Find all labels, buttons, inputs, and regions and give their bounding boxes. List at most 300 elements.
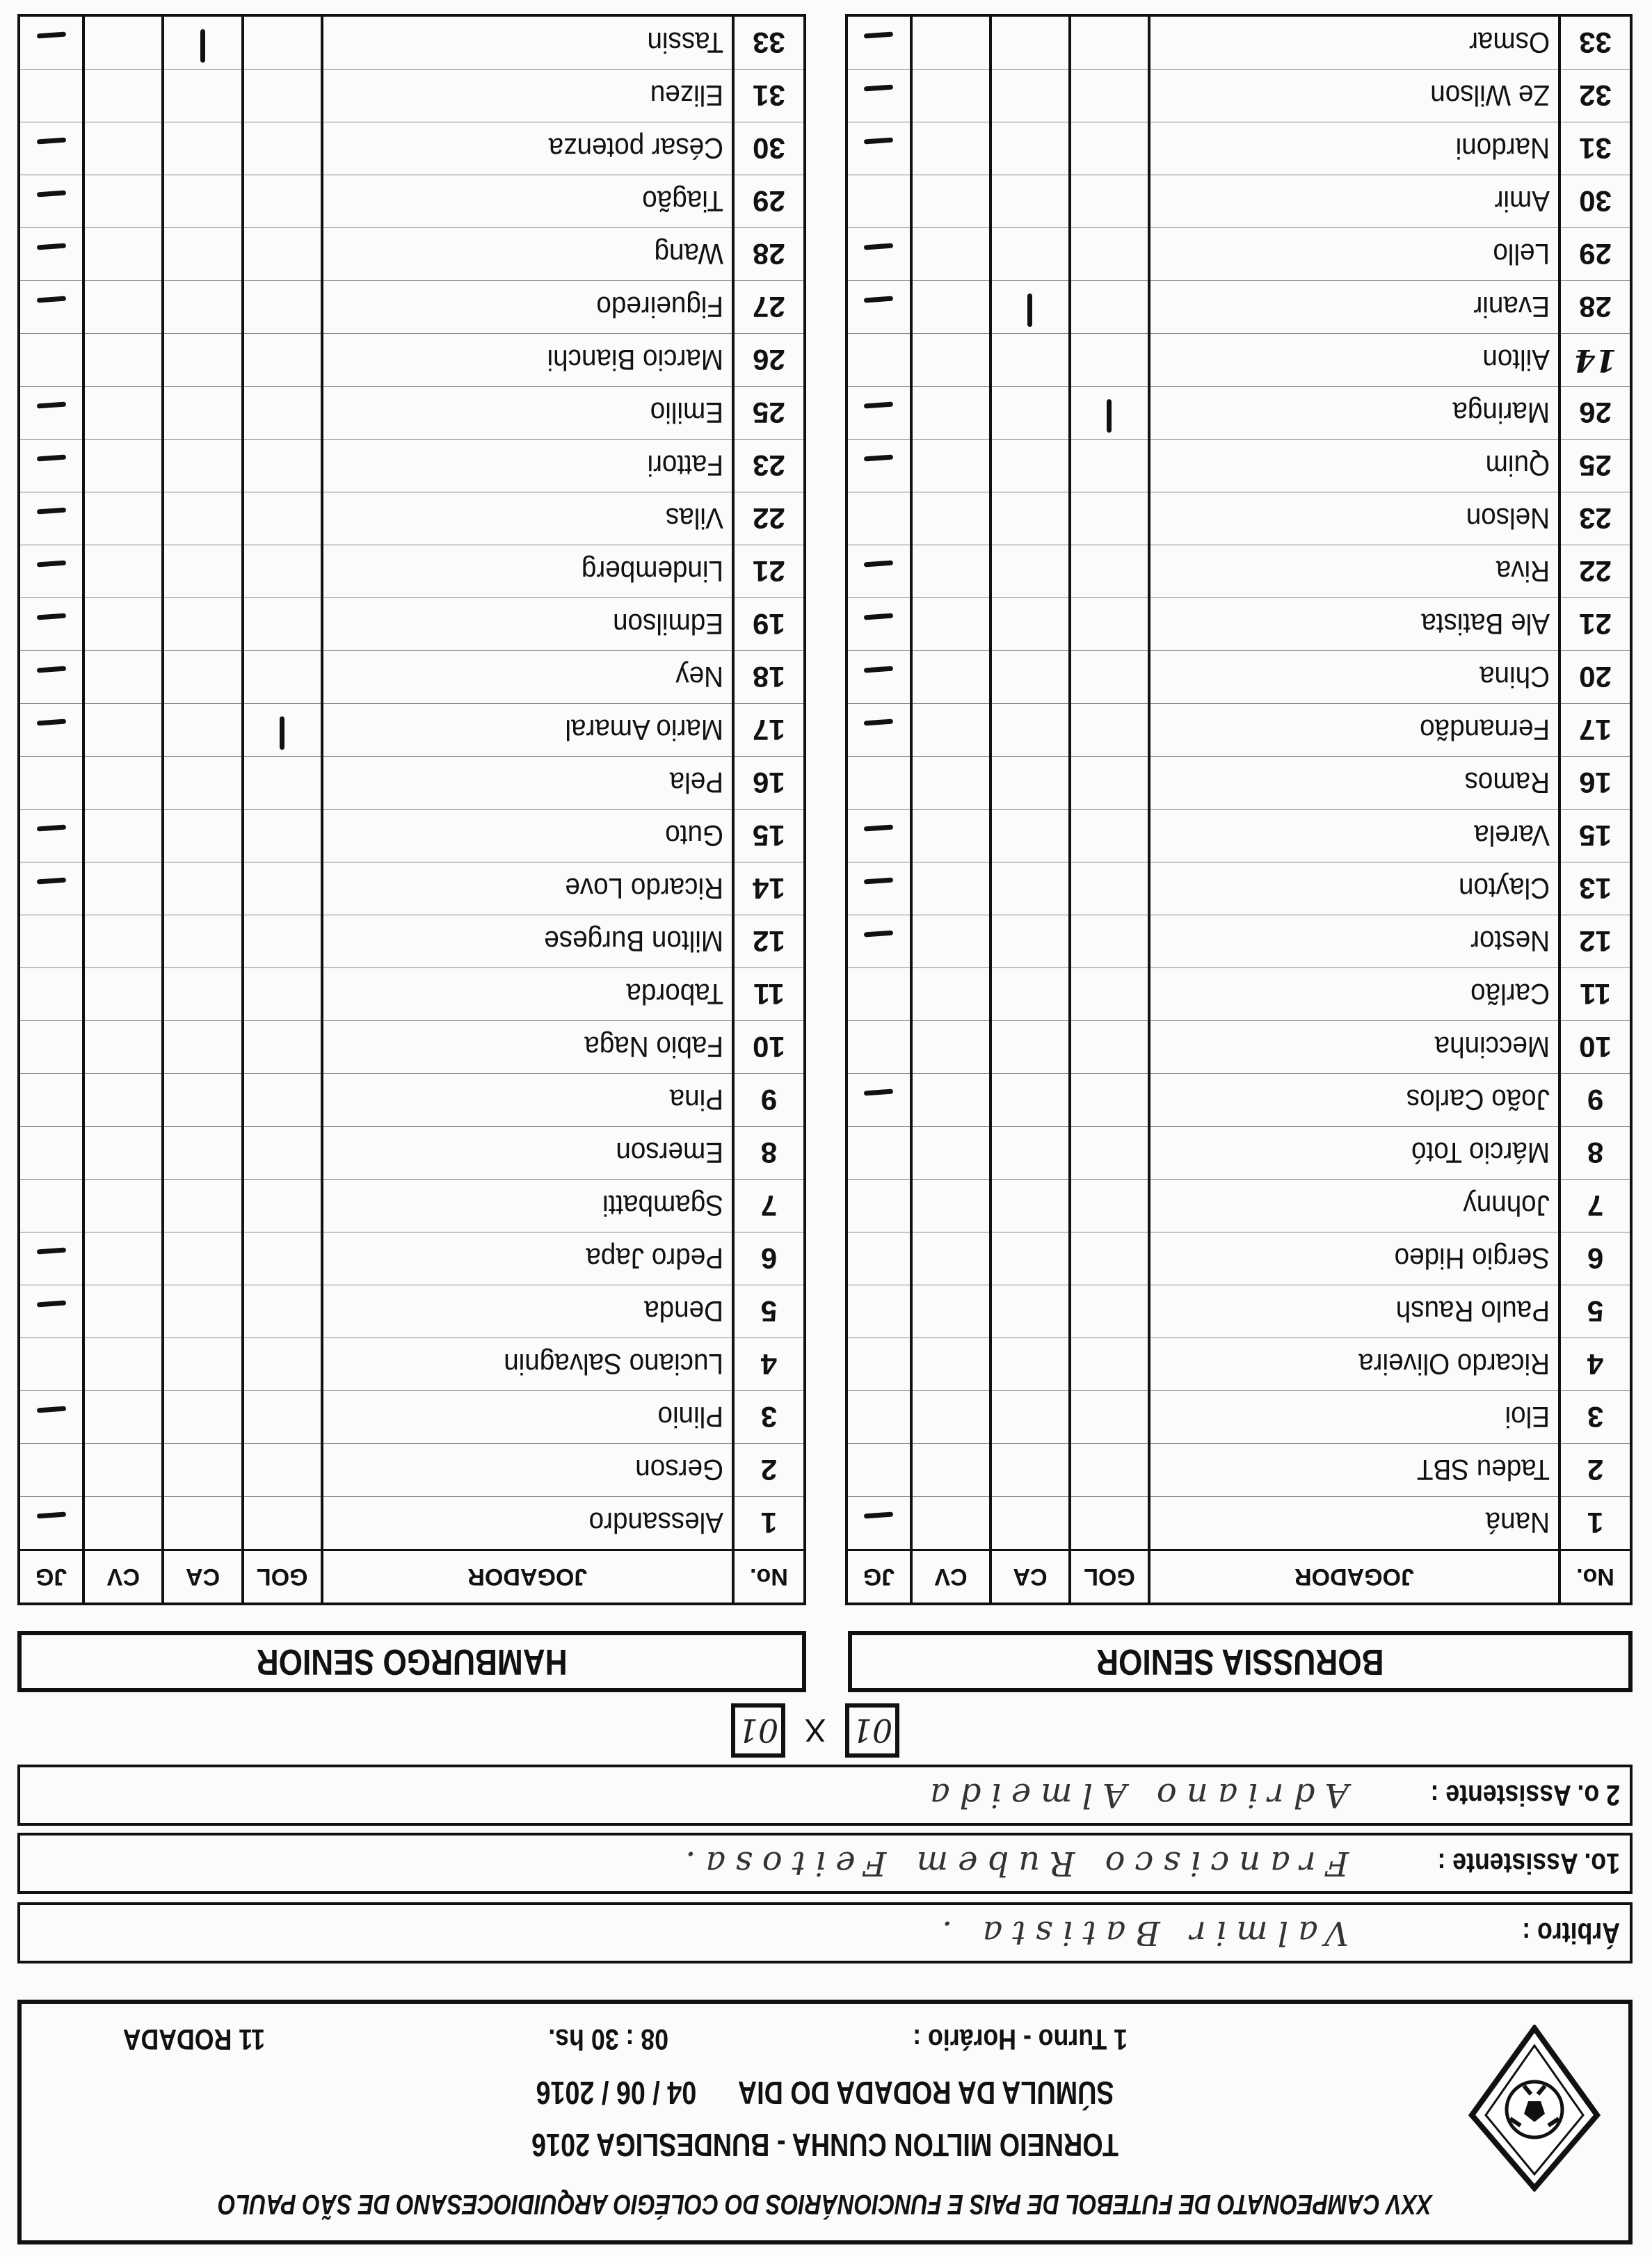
away-score: 01 [731, 1703, 785, 1758]
jg-cell [847, 175, 911, 228]
cv-cell [911, 1074, 991, 1127]
player-name-cell [1149, 810, 1559, 862]
gol-cell [243, 70, 322, 122]
cv-cell [911, 281, 991, 334]
jg-tally-mark [864, 878, 893, 885]
player-name: Maringa [1452, 396, 1550, 430]
player-number: 13 [1559, 862, 1631, 915]
gol-cell [243, 968, 322, 1021]
championship-logo [1468, 2025, 1601, 2192]
player-row [847, 1232, 1631, 1285]
player-name-cell [1149, 281, 1559, 334]
jg-cell [847, 1021, 911, 1074]
cv-cell [911, 1497, 991, 1550]
ca-cell [163, 15, 242, 70]
jg-cell [847, 1391, 911, 1444]
ca-cell [991, 122, 1070, 175]
player-row [847, 175, 1631, 228]
gol-cell [1070, 1285, 1149, 1338]
player-name: Pina [669, 1084, 723, 1117]
player-number: 6 [733, 1232, 805, 1285]
cv-cell [911, 915, 991, 968]
player-name-cell [322, 175, 733, 228]
column-header-player: JOGADOR [322, 1550, 733, 1605]
jg-cell [19, 810, 83, 862]
player-number: 28 [1559, 281, 1631, 334]
player-name: Sergio Hideo [1394, 1242, 1550, 1276]
player-name: Fernandão [1420, 714, 1550, 747]
player-row [847, 1444, 1631, 1497]
player-name-cell [322, 70, 733, 122]
player-name-cell [322, 1285, 733, 1338]
match-date: 04 / 06 / 2016 [536, 2075, 697, 2111]
player-name-cell [322, 122, 733, 175]
cv-cell [83, 862, 163, 915]
player-row [19, 862, 805, 915]
ca-cell [991, 545, 1070, 598]
player-name: Nelson [1466, 502, 1550, 536]
cv-cell [83, 1444, 163, 1497]
player-name-cell [1149, 704, 1559, 757]
ca-cell [163, 704, 242, 757]
player-number: 7 [733, 1180, 805, 1232]
home-team-header [848, 1631, 1633, 1692]
jg-cell [19, 70, 83, 122]
player-name: Carlão [1470, 978, 1550, 1011]
gol-cell [243, 1391, 322, 1444]
gol-cell [243, 440, 322, 492]
column-header-jg: JG [847, 1550, 911, 1605]
jg-cell [19, 440, 83, 492]
jg-tally-mark [864, 402, 893, 409]
gol-cell [243, 810, 322, 862]
jg-cell [19, 545, 83, 598]
cv-cell [911, 15, 991, 70]
player-name: Ze Wilson [1430, 79, 1550, 113]
player-row [847, 1074, 1631, 1127]
ca-cell [991, 334, 1070, 387]
ca-cell [991, 15, 1070, 70]
player-name-cell [1149, 1497, 1559, 1550]
jg-cell [847, 704, 911, 757]
jg-tally-mark [36, 1301, 65, 1308]
jg-tally-mark [864, 32, 893, 39]
player-row [847, 598, 1631, 651]
cv-cell [911, 651, 991, 704]
gol-cell [1070, 1232, 1149, 1285]
ca-cell [991, 1285, 1070, 1338]
gol-cell [243, 1338, 322, 1391]
player-name-cell [1149, 228, 1559, 281]
jg-tally-mark [36, 402, 65, 409]
ca-cell [163, 70, 242, 122]
ca-cell [991, 70, 1070, 122]
jg-tally-mark [864, 561, 893, 568]
cv-cell [911, 1021, 991, 1074]
cv-cell [911, 1444, 991, 1497]
ca-cell [163, 598, 242, 651]
player-name: Pedro Japa [586, 1242, 723, 1276]
player-number: 18 [733, 651, 805, 704]
gol-cell [1070, 387, 1149, 440]
cv-cell [911, 1285, 991, 1338]
player-name: Lindemberg [581, 555, 723, 588]
player-row [847, 1338, 1631, 1391]
gol-cell [1070, 334, 1149, 387]
gol-cell [1070, 70, 1149, 122]
jg-cell [847, 968, 911, 1021]
player-number: 23 [1559, 492, 1631, 545]
column-header-ca: CA [991, 1550, 1070, 1605]
player-name: Luciano Salvagnin [504, 1348, 723, 1381]
jg-tally-mark [36, 243, 65, 250]
jg-tally-mark [864, 296, 893, 303]
cv-cell [83, 1497, 163, 1550]
ca-cell [163, 915, 242, 968]
player-row [19, 1180, 805, 1232]
player-name: Ramos [1464, 766, 1550, 800]
away-team-name: HAMBURGO SENIOR [256, 1641, 568, 1682]
cv-cell [911, 1232, 991, 1285]
player-name: Meccinha [1434, 1031, 1550, 1064]
player-name-cell [1149, 757, 1559, 810]
cv-cell [911, 598, 991, 651]
column-header-cv: CV [83, 1550, 163, 1605]
player-name: Ricardo Love [565, 872, 723, 906]
player-number: 33 [733, 15, 805, 70]
player-number: 8 [1559, 1127, 1631, 1180]
cv-cell [83, 175, 163, 228]
player-name: Amir [1494, 185, 1550, 218]
player-name-cell [322, 1444, 733, 1497]
player-name: Pela [669, 766, 723, 800]
player-row [847, 440, 1631, 492]
gol-cell [243, 1127, 322, 1180]
player-row [847, 1285, 1631, 1338]
player-name: Fattori [647, 449, 723, 483]
gol-cell [243, 651, 322, 704]
gol-cell [1070, 440, 1149, 492]
jg-tally-mark [36, 296, 65, 303]
jg-cell [847, 334, 911, 387]
gol-cell [243, 704, 322, 757]
jg-cell [19, 862, 83, 915]
player-name-cell [1149, 1338, 1559, 1391]
jg-cell [847, 915, 911, 968]
player-number: 8 [733, 1127, 805, 1180]
player-name-cell [322, 15, 733, 70]
player-name: Marcio Bianchi [547, 344, 723, 377]
gol-cell [243, 1497, 322, 1550]
column-header-gol: GOL [243, 1550, 322, 1605]
jg-cell [19, 1391, 83, 1444]
ca-cell [991, 810, 1070, 862]
player-row [847, 1127, 1631, 1180]
cv-cell [83, 1391, 163, 1444]
player-number: 28 [733, 228, 805, 281]
jg-cell [847, 1497, 911, 1550]
jg-cell [847, 1180, 911, 1232]
jg-cell [847, 15, 911, 70]
player-number: 5 [733, 1285, 805, 1338]
assistant2-label: 2 o. Assistente : [1430, 1779, 1620, 1812]
player-name: Johnny [1463, 1189, 1550, 1223]
player-number: 21 [733, 545, 805, 598]
ca-tally-mark [200, 30, 205, 63]
player-number: 23 [733, 440, 805, 492]
ca-cell [163, 1285, 242, 1338]
gol-cell [1070, 1021, 1149, 1074]
ca-cell [163, 334, 242, 387]
jg-tally-mark [36, 455, 65, 462]
player-row [847, 1497, 1631, 1550]
gol-cell [243, 1180, 322, 1232]
column-header-no: No. [733, 1550, 805, 1605]
player-number: 16 [733, 757, 805, 810]
cv-cell [911, 334, 991, 387]
player-number: 12 [1559, 915, 1631, 968]
player-name: Nestor [1470, 925, 1550, 958]
jg-cell [847, 70, 911, 122]
jg-tally-mark [36, 191, 65, 198]
jg-tally-mark [36, 825, 65, 832]
cv-cell [911, 810, 991, 862]
gol-cell [1070, 1444, 1149, 1497]
jg-tally-mark [864, 85, 893, 92]
player-number: 14 [733, 862, 805, 915]
ca-cell [991, 651, 1070, 704]
player-number: 21 [1559, 598, 1631, 651]
player-row [19, 810, 805, 862]
ca-cell [163, 228, 242, 281]
cv-cell [911, 1127, 991, 1180]
cv-cell [911, 70, 991, 122]
jg-cell [19, 1338, 83, 1391]
cv-cell [911, 1338, 991, 1391]
player-name-cell [322, 968, 733, 1021]
player-name-cell [1149, 915, 1559, 968]
player-row [19, 1444, 805, 1497]
referee-name: Valmir Batista . [932, 1913, 1349, 1952]
jg-cell [19, 122, 83, 175]
gol-cell [243, 1285, 322, 1338]
player-row [19, 15, 805, 70]
cv-cell [83, 704, 163, 757]
cv-cell [911, 175, 991, 228]
away-team-header [17, 1631, 806, 1692]
ca-cell [991, 1391, 1070, 1444]
gol-cell [1070, 598, 1149, 651]
cv-cell [911, 968, 991, 1021]
ca-cell [991, 968, 1070, 1021]
ca-cell [163, 862, 242, 915]
cv-cell [83, 968, 163, 1021]
jg-cell [847, 757, 911, 810]
cv-cell [83, 281, 163, 334]
player-name-cell [1149, 334, 1559, 387]
column-header-no: No. [1559, 1550, 1631, 1605]
player-name: Elizeu [650, 79, 723, 113]
round-number: 11 RODADA [122, 2023, 265, 2056]
gol-cell [243, 862, 322, 915]
assistant1-label: 1o. Assistente : [1437, 1847, 1620, 1880]
jg-tally-mark [36, 878, 65, 885]
player-number: 22 [1559, 545, 1631, 598]
ca-cell [163, 440, 242, 492]
jg-cell [19, 757, 83, 810]
player-name: Fabio Naga [584, 1031, 723, 1064]
jg-cell [19, 915, 83, 968]
cv-cell [83, 915, 163, 968]
gol-cell [243, 334, 322, 387]
player-row [19, 492, 805, 545]
player-name-cell [1149, 1285, 1559, 1338]
cv-cell [83, 757, 163, 810]
ca-cell [991, 492, 1070, 545]
player-row [847, 968, 1631, 1021]
player-number: 31 [1559, 122, 1631, 175]
gol-cell [1070, 1127, 1149, 1180]
player-row [847, 334, 1631, 387]
championship-title: XXV CAMPEONATO DE FUTEBOL DE PAIS E FUNCIONÁRIOS DO COLÉGIO ARQUIDIOCESANO DE SÃO PAULO [218, 2189, 1432, 2219]
ca-cell [163, 1391, 242, 1444]
player-name: Ailton [1482, 344, 1550, 377]
ca-cell [991, 598, 1070, 651]
player-name-cell [322, 1180, 733, 1232]
player-name-cell [1149, 598, 1559, 651]
gol-cell [243, 1444, 322, 1497]
jg-cell [847, 598, 911, 651]
player-name: Taborda [626, 978, 723, 1011]
player-name-cell [1149, 1180, 1559, 1232]
cv-cell [83, 1074, 163, 1127]
jg-cell [19, 1180, 83, 1232]
cv-cell [83, 651, 163, 704]
jg-tally-mark [36, 138, 65, 145]
player-name-cell [322, 1074, 733, 1127]
player-row [847, 70, 1631, 122]
player-number: 33 [1559, 15, 1631, 70]
ca-cell [163, 968, 242, 1021]
cv-cell [83, 1180, 163, 1232]
player-row [847, 915, 1631, 968]
gol-cell [1070, 492, 1149, 545]
jg-tally-mark [36, 1406, 65, 1413]
gol-cell [243, 545, 322, 598]
ca-cell [991, 1444, 1070, 1497]
home-players-table [845, 14, 1633, 1605]
home-score: 01 [845, 1703, 899, 1758]
jg-tally-mark [36, 666, 65, 673]
gol-cell [1070, 651, 1149, 704]
player-row [847, 545, 1631, 598]
player-row [19, 1391, 805, 1444]
table-header-row [19, 1550, 805, 1605]
report-title: SÚMULA DA RODADA DO DIA [737, 2075, 1114, 2111]
column-header-cv: CV [911, 1550, 991, 1605]
player-name-cell [1149, 862, 1559, 915]
gol-cell [1070, 281, 1149, 334]
player-number: 2 [733, 1444, 805, 1497]
gol-cell [1070, 1391, 1149, 1444]
ca-cell [163, 387, 242, 440]
gol-cell [1070, 810, 1149, 862]
ca-cell [163, 492, 242, 545]
player-name-cell [1149, 492, 1559, 545]
player-name-cell [322, 915, 733, 968]
cv-cell [83, 1127, 163, 1180]
player-name-cell [1149, 545, 1559, 598]
ca-cell [163, 1444, 242, 1497]
player-row [19, 598, 805, 651]
gol-cell [243, 492, 322, 545]
gol-cell [243, 915, 322, 968]
player-name: Clayton [1458, 872, 1550, 906]
player-name-cell [322, 704, 733, 757]
ca-cell [163, 281, 242, 334]
player-name-cell [1149, 1021, 1559, 1074]
cv-cell [911, 1180, 991, 1232]
player-name: Denda [643, 1295, 723, 1328]
jg-tally-mark [36, 508, 65, 515]
player-row [19, 228, 805, 281]
gol-cell [1070, 175, 1149, 228]
ca-cell [163, 651, 242, 704]
player-name-cell [1149, 175, 1559, 228]
player-name-cell [1149, 122, 1559, 175]
jg-cell [847, 810, 911, 862]
player-number: 32 [1559, 70, 1631, 122]
gol-cell [1070, 15, 1149, 70]
referee-label: Árbitro : [1522, 1917, 1620, 1950]
jg-cell [847, 1127, 911, 1180]
gol-cell [1070, 915, 1149, 968]
player-row [19, 1021, 805, 1074]
player-number: 16 [1559, 757, 1631, 810]
player-name: Nardoni [1455, 132, 1550, 166]
cv-cell [83, 810, 163, 862]
gol-cell [1070, 1338, 1149, 1391]
player-row [19, 175, 805, 228]
cv-cell [911, 545, 991, 598]
player-row [847, 387, 1631, 440]
player-name-cell [322, 862, 733, 915]
player-name-cell [1149, 70, 1559, 122]
ca-cell [991, 1232, 1070, 1285]
gol-tally-mark [1107, 400, 1112, 433]
jg-tally-mark [36, 719, 65, 726]
jg-cell [19, 1285, 83, 1338]
player-number: 30 [1559, 175, 1631, 228]
player-name: Lello [1493, 238, 1550, 271]
player-name-cell [322, 810, 733, 862]
jg-cell [847, 1232, 911, 1285]
ca-cell [991, 228, 1070, 281]
ca-cell [991, 1074, 1070, 1127]
jg-cell [847, 122, 911, 175]
player-name: Eloi [1505, 1401, 1550, 1434]
player-number: 29 [733, 175, 805, 228]
player-name-cell [322, 334, 733, 387]
player-name: Ale Batista [1421, 608, 1550, 641]
ca-cell [991, 281, 1070, 334]
jg-tally-mark [36, 32, 65, 39]
player-row [19, 1074, 805, 1127]
player-number: 7 [1559, 1180, 1631, 1232]
turno-label: 1 Turno - Horário : [913, 2023, 1128, 2056]
player-name-cell [322, 492, 733, 545]
gol-cell [243, 1074, 322, 1127]
